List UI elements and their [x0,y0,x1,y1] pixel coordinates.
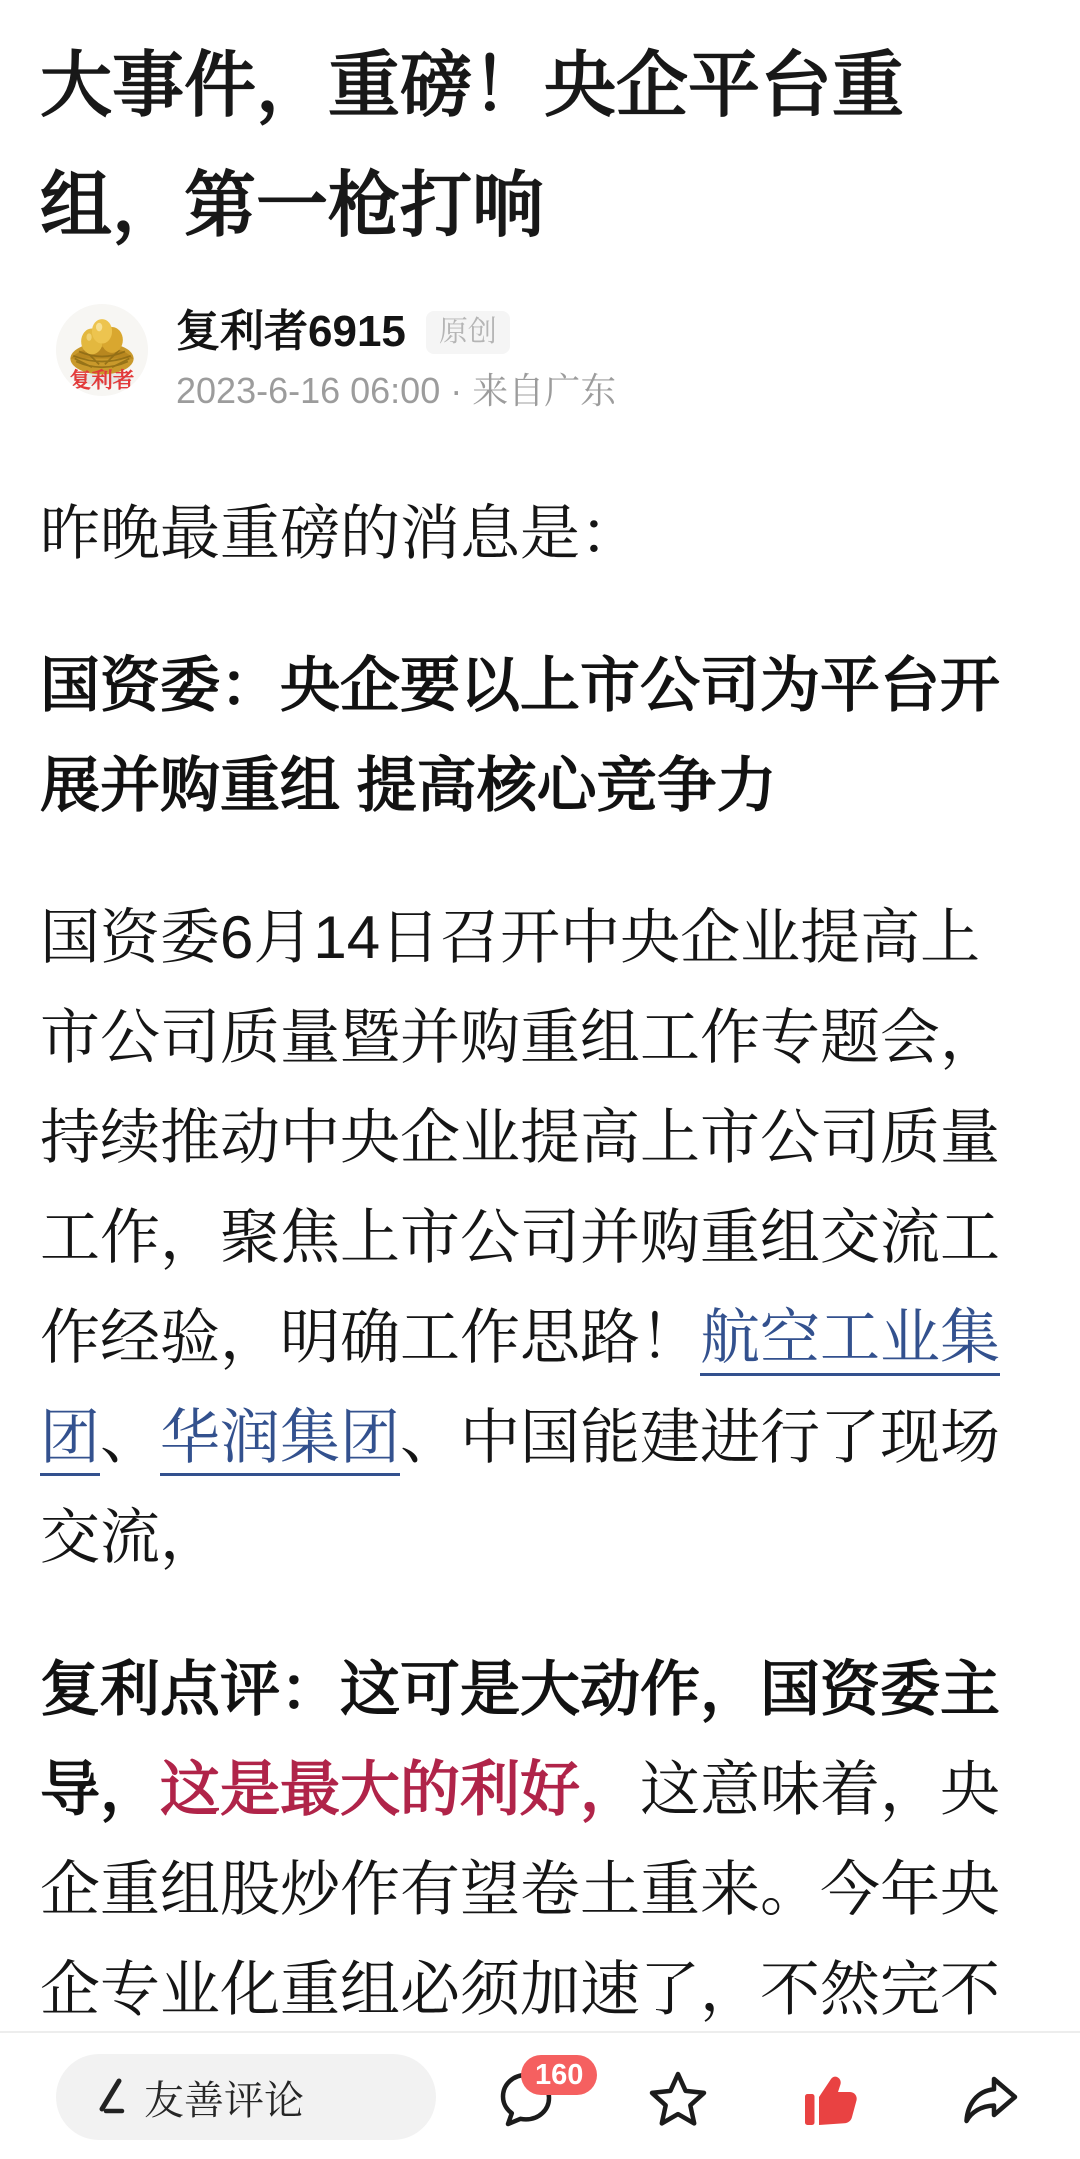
title-line: 大事件，重磅！央企平台重 [40,46,905,126]
article-text: 展并购重组 提高核心竞争力 [40,752,777,819]
article-line [40,484,1040,584]
favorite-button[interactable] [646,2067,710,2131]
article-text: 、 [100,1404,160,1471]
article-line [40,736,1040,836]
article-text: 企重组股炒作有望卷土重来。今年央 [40,1856,1000,1923]
article-text: 企专业化重组必须加速了，不然完不 [40,1956,1000,2023]
article-text: 这是最大的利好， [160,1756,640,1823]
article-line [40,1188,1040,1288]
article-line [40,1488,1040,1588]
article-title [40,26,1040,266]
comment-count-badge: 160 [521,2055,597,2095]
article-text: 市公司质量暨并购重组工作专题会， [40,1004,1000,1071]
article-line [40,1388,1040,1488]
article-text: 工作，聚焦上市公司并购重组交流工 [40,1204,1000,1271]
original-badge: 原创 [426,311,510,354]
author-name[interactable]: 复利者6915 [176,307,406,356]
article-line [40,888,1040,988]
article-line [40,1288,1040,1388]
article-paragraph [40,888,1040,1588]
article-text: 复利点评：这可是大动作，国资委主 [40,1656,1000,1723]
article-paragraph [40,1640,1040,2040]
article-text: 持续推动中央企业提高上市公司质量 [40,1104,1000,1171]
title-line: 组，第一枪打响 [40,166,545,246]
article-line [40,1740,1040,1840]
author-info [176,304,616,412]
star-icon [646,2067,710,2131]
bottom-action-bar [0,2031,1080,2159]
article-body [40,484,1040,2040]
article-line [40,988,1040,1088]
article-text: 昨晚最重磅的消息是： [40,500,640,567]
article-link[interactable]: 华润集团 [160,1404,400,1476]
article-line [40,1088,1040,1188]
article-text: 作经验，明确工作思路！ [40,1304,700,1371]
thumbs-up-icon [798,2067,862,2131]
article-paragraph [40,484,1040,584]
article-text: 国资委6月14日召开中央企业提高上 [40,904,981,971]
comment-input[interactable] [56,2054,436,2140]
comment-placeholder: 友善评论 [144,2078,304,2123]
post-timestamp: 2023-6-16 06:00 · 来自广东 [176,370,617,411]
article-page [0,26,1080,2040]
avatar-label: 复利者 [69,367,135,393]
author-row [40,304,1040,412]
article-link[interactable]: 航空工业集 [700,1304,1000,1376]
article-text: 交流， [40,1504,220,1571]
share-button[interactable] [958,2067,1022,2131]
article-line [40,1640,1040,1740]
like-button[interactable] [798,2067,862,2131]
article-text: 、中国能建进行了现场 [400,1404,1000,1471]
article-text: 导， [40,1756,160,1823]
article-link[interactable]: 团 [40,1404,100,1476]
article-paragraph [40,636,1040,836]
article-line [40,1940,1040,2040]
pencil-icon [88,2073,136,2121]
article-text: 国资委：央企要以上市公司为平台开 [40,652,1000,719]
article-line [40,1840,1040,1940]
article-line [40,636,1040,736]
avatar-image [56,304,148,396]
author-avatar[interactable] [56,304,148,396]
article-text: 这意味着，央 [640,1756,1000,1823]
share-arrow-icon [958,2067,1022,2131]
